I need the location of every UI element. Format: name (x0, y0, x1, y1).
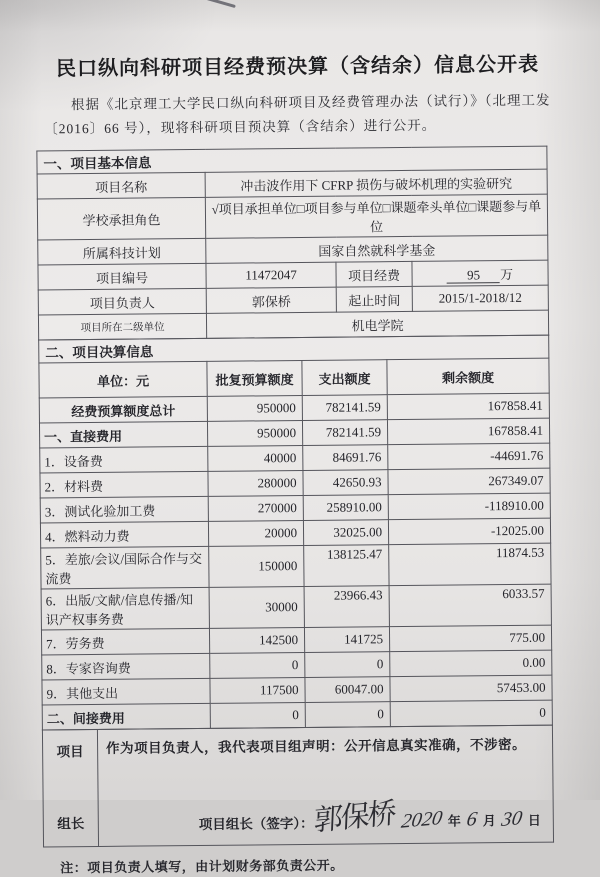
spent-cell: 0 (305, 652, 390, 678)
budget-cell: 30000 (209, 587, 304, 629)
declaration-row (42, 725, 553, 847)
project-number-value: 11472047 (206, 262, 336, 288)
category-cell: 8．专家咨询费 (42, 654, 210, 681)
remain-cell: 6033.57 (389, 584, 551, 627)
col-spent: 支出额度 (302, 360, 387, 396)
declaration-table (42, 725, 554, 848)
remain-cell: 0.00 (390, 650, 552, 677)
leader-label: 项目负责人 (38, 289, 206, 316)
remain-cell: 57453.00 (390, 675, 552, 702)
remain-cell: -44691.76 (388, 443, 550, 470)
section1-header: 一、项目基本信息 (37, 146, 547, 174)
budget-cell: 20000 (208, 521, 303, 547)
category-cell: 9．其他支出 (42, 679, 210, 706)
category-cell: 2．材料费 (40, 472, 208, 499)
category-cell: 7．劳务费 (41, 629, 209, 656)
spent-cell: 23966.43 (304, 586, 389, 628)
col-remain: 剩余额度 (387, 358, 549, 395)
project-name-label: 项目名称 (37, 173, 205, 200)
budget-columns-row (39, 358, 549, 398)
budget-cell: 0 (210, 703, 305, 729)
remain-cell: -12025.00 (388, 518, 550, 545)
page-title: 民口纵向科研项目经费预决算（含结余）信息公开表 (55, 53, 540, 81)
month-char: 月 (482, 813, 496, 829)
budget-row (41, 543, 551, 589)
category-cell: 1．设备费 (40, 447, 208, 474)
category-cell: 6．出版/文献/信息传播/知识产权事务费 (41, 588, 209, 631)
project-name-value: 冲击波作用下 CFRP 损伤与破坏机理的实验研究 (205, 169, 547, 197)
plan-value: 国家自然就科学基金 (206, 235, 548, 263)
year-char: 年 (447, 813, 461, 829)
role-bottom: 组长 (57, 816, 85, 832)
remain-cell: 0 (390, 700, 552, 727)
budget-cell: 0 (210, 653, 305, 679)
plan-label: 所属科技计划 (38, 239, 206, 266)
role-top: 项目 (56, 744, 84, 760)
period-label: 起止时间 (336, 287, 412, 313)
spent-cell: 60047.00 (305, 677, 390, 703)
remain-cell: 775.00 (389, 625, 551, 652)
date-day: 30 (500, 807, 524, 832)
col-budget: 批复预算额度 (207, 361, 302, 397)
footer-note: 注：项目负责人填写，由计划财务部负责公开。 (60, 857, 344, 876)
category-cell: 经费预算额度总计 (39, 397, 207, 424)
spent-cell: 32025.00 (303, 520, 388, 546)
funds-unit: 万 (499, 266, 514, 282)
col-unit: 单位：元 (39, 362, 207, 399)
spent-cell: 0 (305, 702, 390, 728)
intro-paragraph: 根据《北京理工大学民口纵向科研项目及经费管理办法（试行）》（北理工发〔2016〕66 号），现将科研项目预决算（含结余）进行公开。 (44, 92, 551, 137)
handwritten-date (399, 807, 547, 834)
budget-cell: 950000 (207, 421, 302, 447)
budget-cell: 40000 (208, 446, 303, 472)
budget-cell: 117500 (210, 678, 305, 704)
remain-cell: 11874.53 (389, 543, 551, 586)
category-cell: 3．测试化验加工费 (40, 497, 208, 524)
category-cell: 4．燃料动力费 (40, 522, 208, 549)
remain-cell: 167858.41 (387, 393, 549, 420)
school-role-row (37, 194, 547, 240)
spent-cell: 782141.59 (302, 420, 387, 446)
spent-cell: 84691.76 (303, 445, 388, 471)
category-cell: 二、间接费用 (42, 704, 210, 731)
funds-value-cell (412, 260, 548, 286)
declaration-statement: 作为项目负责人，我代表项目组声明：公开信息真实准确，不涉密。 (106, 737, 527, 757)
unit-value: 机电学院 (206, 310, 548, 338)
remain-cell: -118910.00 (388, 493, 550, 520)
spent-cell: 42650.93 (303, 470, 388, 496)
date-month: 6 (465, 808, 479, 832)
remain-cell: 267349.07 (388, 468, 550, 495)
project-number-label: 项目编号 (38, 264, 206, 291)
declaration-cell (97, 725, 553, 846)
school-role-label: 学校承担角色 (37, 198, 205, 241)
leader-value: 郭保桥 (206, 287, 336, 313)
signature-row (99, 797, 547, 838)
period-value: 2015/1-2018/12 (412, 285, 548, 311)
day-char: 日 (527, 812, 541, 829)
budget-row (41, 584, 551, 630)
unit-label: 项目所在二级单位 (38, 314, 206, 341)
section2-header: 二、项目决算信息 (39, 335, 549, 363)
spent-cell: 138125.47 (304, 545, 389, 587)
spent-cell: 141725 (304, 627, 389, 653)
date-year: 2020 (399, 807, 444, 834)
budget-cell: 270000 (208, 496, 303, 522)
school-role-value: √项目承担单位□项目参与单位□课题牵头单位□课题参与单位 (205, 194, 547, 238)
remain-cell: 167858.41 (387, 418, 549, 445)
group-leader-label-cell (42, 730, 98, 848)
category-cell: 5．差旅/会议/国际合作与交流费 (41, 547, 209, 590)
budget-table (38, 335, 553, 731)
funds-label: 项目经费 (336, 262, 412, 288)
budget-cell: 150000 (209, 546, 304, 588)
handwritten-signature: 郭保桥 (312, 797, 395, 838)
funds-amount: 95 (447, 267, 500, 284)
budget-cell: 280000 (208, 471, 303, 497)
budget-cell: 950000 (207, 396, 302, 422)
spent-cell: 782141.59 (302, 395, 387, 421)
budget-cell: 142500 (209, 628, 304, 654)
category-cell: 一、直接费用 (39, 422, 207, 449)
spent-cell: 258910.00 (303, 495, 388, 521)
signature-label: 项目组长（签字）： (198, 815, 314, 832)
project-info-table (36, 146, 549, 341)
